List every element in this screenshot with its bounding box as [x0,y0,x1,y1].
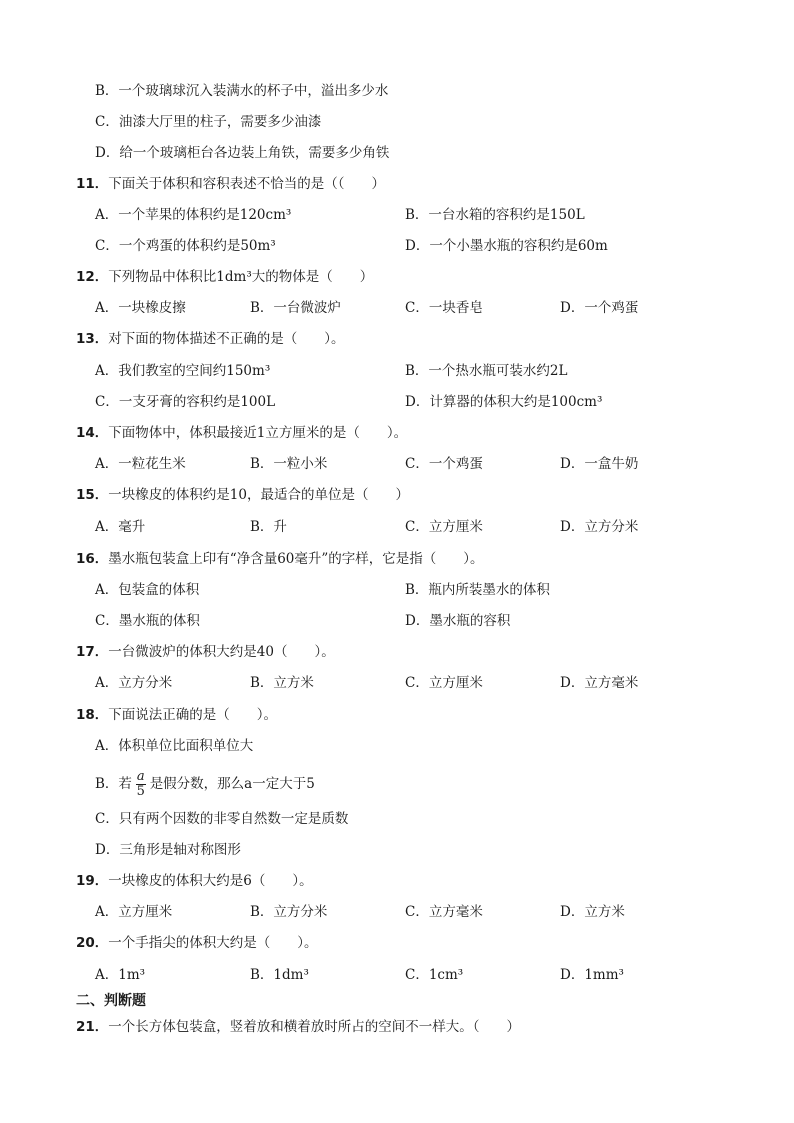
option-c: C．一块香皂 [405,300,483,316]
option-d: D．1mm³ [560,967,624,983]
option-d: D．一个小墨水瓶的容积约是60m [405,238,608,254]
option-b: B．立方米 [250,675,314,691]
question-13 [76,328,794,350]
option-c: C．立方厘米 [405,519,483,535]
option-b: B．立方分米 [250,904,328,920]
option-c: C．只有两个因数的非零自然数一定是质数 [95,811,349,827]
question-number: 11． [76,176,109,192]
question-11 [76,173,794,195]
question-number: 18． [76,707,109,723]
question-number: 20． [76,935,109,951]
question-20 [76,932,794,954]
option-c: C．一支牙膏的容积约是100L [95,394,276,410]
option-b: B．一台微波炉 [250,300,341,316]
option-b: B．升 [250,519,287,535]
option-row [0,579,794,601]
option-row [0,391,794,413]
option-row [0,360,794,382]
option-line [0,839,794,861]
option-a: A．1m³ [95,967,146,983]
question-number: 13． [76,331,109,347]
option-row [0,672,794,694]
option-a: A．一粒花生米 [95,456,186,472]
option-b: B．一粒小米 [250,456,328,472]
question-15 [76,484,794,506]
question-14 [76,422,794,444]
option-c: C．油漆大厅里的柱子，需要多少油漆 [95,114,322,130]
option-a: A．体积单位比面积单位大 [95,738,254,754]
option-d: D．三角形是轴对称图形 [95,842,241,858]
option-d: D．计算器的体积大约是100cm³ [405,394,603,410]
option-d: D．墨水瓶的容积 [405,613,511,629]
option-b-prefix: B．若 [95,776,132,792]
question-text: 一个手指尖的体积大约是（ ）。 [108,935,318,951]
option-row [0,610,794,632]
option-b: B．一台水箱的容积约是150L [405,207,585,223]
option-line [0,770,794,798]
question-number: 14． [76,425,109,441]
option-d: D．给一个玻璃柜台各边装上角铁，需要多少角铁 [95,145,390,161]
option-d: D．立方毫米 [560,675,639,691]
option-d: D．立方分米 [560,519,639,535]
option-line [0,80,794,102]
option-b: B．瓶内所装墨水的体积 [405,582,550,598]
option-b: B．1dm³ [250,967,309,983]
option-b-suffix: 是假分数，那么a一定大于5 [149,776,315,792]
question-19 [76,870,794,892]
question-number: 19． [76,873,109,889]
option-a: A．包装盒的体积 [95,582,200,598]
option-row [0,297,794,319]
option-c: C．1cm³ [405,967,464,983]
option-a: A．立方分米 [95,675,173,691]
option-c: C．立方毫米 [405,904,483,920]
question-text: 一台微波炉的体积大约是40（ ）。 [108,644,335,660]
option-line [0,735,794,757]
option-line [0,808,794,830]
question-text: 一块橡皮的体积大约是6（ ）。 [108,873,313,889]
option-line [0,111,794,133]
question-text: 下面关于体积和容积表述不恰当的是（（ ） [108,176,386,192]
question-12 [76,266,794,288]
option-a: A．一个苹果的体积约是120cm³ [95,207,292,223]
option-a: A．我们教室的空间约150m³ [95,363,271,379]
question-number: 17． [76,644,109,660]
question-text: 对下面的物体描述不正确的是（ ）。 [108,331,345,347]
option-a: A．毫升 [95,519,146,535]
question-text: 一块橡皮的体积约是10，最适合的单位是（ ） [108,487,409,503]
option-line [0,142,794,164]
question-number: 16． [76,551,109,567]
question-text: 墨水瓶包装盒上印有“净含量60毫升”的字样，它是指（ ）。 [108,551,484,567]
section-title: 二、判断题 [76,993,146,1009]
option-row [0,204,794,226]
option-d: D．一盒牛奶 [560,456,639,472]
question-text: 下列物品中体积比1dm³大的物体是（ ） [108,269,374,285]
option-c: C．一个鸡蛋的体积约是50m³ [95,238,276,254]
option-row [0,901,794,923]
option-b: B．一个玻璃球沉入装满水的杯子中，溢出多少水 [95,83,389,99]
question-number: 15． [76,487,109,503]
question-18 [76,704,794,726]
question-text: 一个长方体包装盒，竖着放和横着放时所占的空间不一样大。（ ） [108,1019,521,1035]
option-row [0,235,794,257]
option-c: C．墨水瓶的体积 [95,613,200,629]
option-c: C．一个鸡蛋 [405,456,483,472]
option-row [0,453,794,475]
option-a: A．立方厘米 [95,904,173,920]
option-c: C．立方厘米 [405,675,483,691]
question-number: 21． [76,1019,109,1035]
fraction [136,770,146,799]
option-d: D．立方米 [560,904,625,920]
question-16 [76,548,794,570]
option-b: B．一个热水瓶可装水约2L [405,363,568,379]
option-row [0,964,794,986]
fraction-numerator: a [136,769,145,784]
question-21 [76,1016,794,1038]
question-17 [76,641,794,663]
question-text: 下面物体中，体积最接近1立方厘米的是（ ）。 [108,425,408,441]
question-number: 12． [76,269,109,285]
option-d: D．一个鸡蛋 [560,300,639,316]
option-a: A．一块橡皮擦 [95,300,186,316]
fraction-denominator: 5 [136,784,145,799]
question-text: 下面说法正确的是（ ）。 [108,707,278,723]
option-b [95,770,315,799]
option-row [0,516,794,538]
